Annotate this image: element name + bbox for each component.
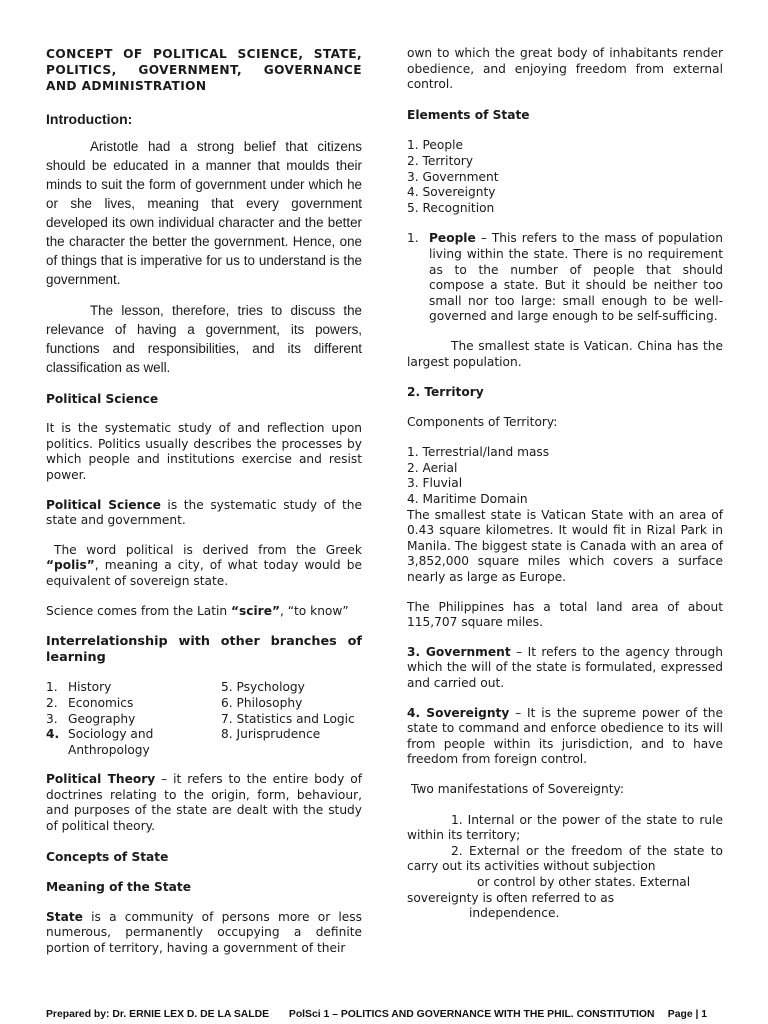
concepts-of-state-heading: Concepts of State xyxy=(46,849,169,864)
list-item: 4. Sovereignty xyxy=(407,185,496,200)
list-item: 6. Philosophy xyxy=(221,695,303,710)
elements-of-state-heading: Elements of State xyxy=(407,107,530,122)
term-state: State xyxy=(46,909,83,924)
territory-heading: 2. Territory xyxy=(407,385,484,400)
list-item: 8. Jurisprudence xyxy=(221,727,321,742)
polis-term: “polis” xyxy=(46,558,95,573)
item-number: 4. xyxy=(46,727,60,742)
branches-column-2 xyxy=(221,680,355,758)
introduction-heading: Introduction: xyxy=(46,111,133,127)
list-item: 2. Territory xyxy=(407,153,474,168)
polis-post: , meaning a city, of what today would be equivalent of sovereign state. xyxy=(46,558,362,588)
territory-paragraph: The smallest state is Vatican State with an area of 0.43 square kilometres. It would fit in Rizal Park in Manila. The biggest state is Canada with an area of 3,852,000 square miles which covers a surface nearly as large as Europe. xyxy=(407,507,723,585)
branches-column-1 xyxy=(46,680,221,758)
branches-list xyxy=(46,680,362,758)
list-item xyxy=(46,712,221,728)
document-title: CONCEPT OF POLITICAL SCIENCE, STATE, POLITICS, GOVERNMENT, GOVERNANCE AND ADMINISTRATION xyxy=(46,47,362,93)
term-political-theory: Political Theory xyxy=(46,772,156,787)
item-number: 1. xyxy=(46,680,58,695)
page-footer xyxy=(46,1007,726,1023)
scire-pre: Science comes from the Latin xyxy=(46,603,232,618)
definition-text: is the systematic study of the state and government. xyxy=(46,497,362,528)
internal-sovereignty: 1. Internal or the power of the state to rule within its territory; xyxy=(407,812,723,843)
item-text: Geography xyxy=(68,711,136,726)
intro-paragraph-1: Aristotle had a strong belief that citizens should be educated in a manner that moulds their minds to suit the form of government under which he or she lives, meaning that every government developed its own individual character and the better the character the better the government. Hence, one of things that is imperative for us to understand is the government. xyxy=(46,138,362,287)
government-paragraph xyxy=(407,645,723,692)
philippines-paragraph: The Philippines has a total land area of about 115,707 square miles. xyxy=(407,599,723,630)
list-item: 1. Terrestrial/land mass xyxy=(407,445,550,460)
political-science-heading: Political Science xyxy=(46,391,159,406)
right-column xyxy=(407,46,723,922)
term-government: 3. Government xyxy=(407,644,511,659)
list-item: 2. Aerial xyxy=(407,460,458,475)
vatican-paragraph: The smallest state is Vatican. China has the largest population. xyxy=(407,338,723,369)
list-item: 5. Psychology xyxy=(221,680,305,695)
list-item xyxy=(46,696,221,712)
intro-paragraph-2: The lesson, therefore, tries to discuss the relevance of having a government, its powers, functions and responsibilities, and its different classification as well. xyxy=(46,302,362,375)
polis-paragraph xyxy=(46,543,362,590)
state-definition-paragraph xyxy=(46,910,362,957)
sovereignty-paragraph xyxy=(407,706,723,768)
item-text: History xyxy=(68,680,112,695)
footer-prepared-by: Prepared by: Dr. ERNIE LEX D. DE LA SALDE xyxy=(46,1009,270,1020)
term-political-science: Political Science xyxy=(46,497,161,512)
two-manifestations-label: Two manifestations of Sovereignty: xyxy=(411,781,624,796)
elements-list xyxy=(407,138,723,216)
item-number: 1. xyxy=(407,231,419,246)
footer-page-number: Page | 1 xyxy=(667,1009,708,1020)
people-item xyxy=(407,231,723,325)
people-definition: – This refers to the mass of population living within the state. There is no requirement as to the number of people that should compose a state. But it should be neither too small nor too large: small enough to be well-governed and large enough to be self-sufficing. xyxy=(429,231,723,324)
list-item: 3. Fluvial xyxy=(407,476,463,491)
political-theory-paragraph xyxy=(46,772,362,834)
political-science-paragraph: It is the systematic study of and reflection upon politics. Politics usually describes the processes by which people and institutions exercise and resist power. xyxy=(46,421,362,482)
government-text: – It refers to the agency through which the will of the state is formulated, expressed and carried out. xyxy=(407,644,723,690)
state-definition-continued: own to which the great body of inhabitants render obedience, and enjoying freedom from external control. xyxy=(407,46,723,92)
item-number: 3. xyxy=(46,711,58,726)
item-number: 2. xyxy=(46,695,58,710)
external-sovereignty-line-1: 2. External or the freedom of the state to carry out its activities without subjection xyxy=(407,843,723,874)
political-science-definition xyxy=(46,498,362,529)
meaning-of-state-heading: Meaning of the State xyxy=(46,880,191,895)
list-item: 4. Maritime Domain xyxy=(407,492,528,507)
footer-course: PolSci 1 – POLITICS AND GOVERNANCE WITH THE PHIL. CONSTITUTION xyxy=(288,1009,655,1020)
components-label: Components of Territory: xyxy=(407,414,558,429)
polis-pre: The word political is derived from the Greek xyxy=(54,542,362,557)
external-sovereignty-line-2: or control by other states. External sovereignty is often referred to as xyxy=(407,874,691,905)
sovereignty-text: – It is the supreme power of the state to command and enforce obedience to its will from people within its jurisdiction, and to have freedom from foreign control. xyxy=(407,705,723,767)
list-item: 1. People xyxy=(407,138,463,153)
item-text: Economics xyxy=(68,695,134,710)
list-item xyxy=(46,727,221,758)
components-list xyxy=(407,445,723,507)
interrelationship-heading: Interrelationship with other branches of learning xyxy=(46,634,362,665)
people-text xyxy=(429,231,723,325)
left-column xyxy=(46,46,362,957)
item-text: Sociology and Anthropology xyxy=(68,727,154,757)
scire-paragraph xyxy=(46,604,362,620)
list-item: 3. Government xyxy=(407,169,499,184)
scire-post: , “to know” xyxy=(279,603,349,618)
term-sovereignty: 4. Sovereignty xyxy=(407,705,510,720)
list-item: 5. Recognition xyxy=(407,200,495,215)
list-item: 7. Statistics and Logic xyxy=(221,711,355,726)
scire-term: “scire” xyxy=(231,603,280,618)
state-definition-text: is a community of persons more or less numerous, permanently occupying a definite portion of territory, having a government of their xyxy=(46,909,362,956)
list-item xyxy=(46,680,221,696)
term-people: People xyxy=(429,231,476,246)
external-sovereignty-line-3: independence. xyxy=(469,906,560,921)
political-theory-text: – it refers to the entire body of doctrines relating to the origin, form, behaviour, and purposes of the state are dealt with the study of political theory. xyxy=(46,772,362,834)
